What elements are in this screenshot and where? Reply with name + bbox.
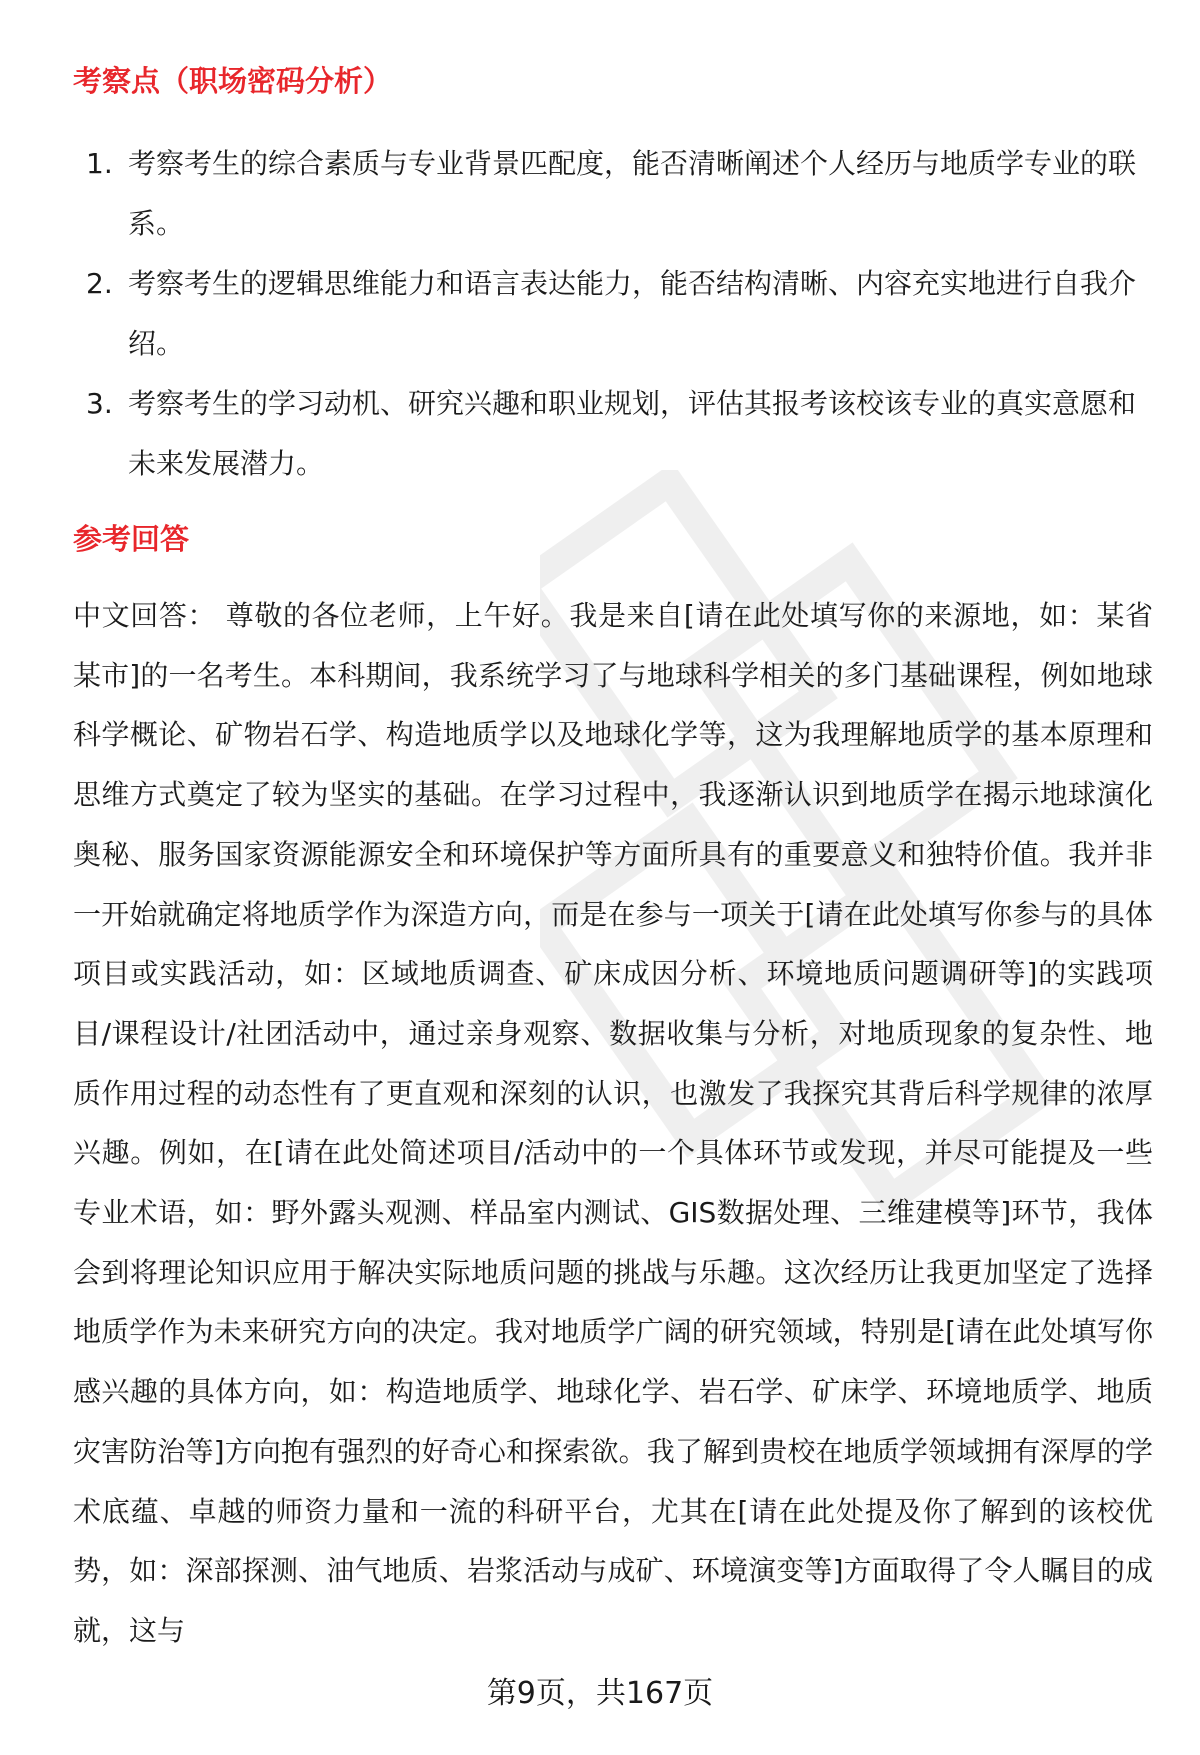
focus-points-list [80, 134, 1140, 494]
list-item-number: 3. [86, 387, 113, 420]
page-number-footer: 第9页，共167页 [486, 1676, 714, 1711]
list-item [80, 254, 1140, 374]
reference-answer-heading: 参考回答 [73, 522, 190, 556]
focus-points-heading: 考察点（职场密码分析） [73, 64, 393, 98]
list-item-text: 考察考生的学习动机、研究兴趣和职业规划，评估其报考该校该专业的真实意愿和未来发展潜力。 [128, 387, 1137, 480]
list-item-text: 考察考生的逻辑思维能力和语言表达能力，能否结构清晰、内容充实地进行自我介绍。 [128, 267, 1137, 360]
answer-paragraph: 中文回答： 尊敬的各位老师，上午好。我是来自[请在此处填写你的来源地，如：某省某市]的一名考生。本科期间，我系统学习了与地球科学相关的多门基础课程，例如地球科学概论、矿物岩石学、构造地质学以及地球化学等，这为我理解地质学的基本原理和思维方式奠定了较为坚实的基础。在学习过程中，我逐渐认识到地质学在揭示地球演化奥秘、服务国家资源能源安全和环境保护等方面所具有的重要意义和独特价值。我并非一开始就确定将地质学作为深造方向，而是在参与一项关于[请在此处填写你参与的具体项目或实践活动，如：区域地质调查、矿床成因分析、环境地质问题调研等]的实践项目/课程设计/社团活动中，通过亲身观察、数据收集与分析，对地质现象的复杂性、地质作用过程的动态性有了更直观和深刻的认识，也激发了我探究其背后科学规律的浓厚兴趣。例如，在[请在此处简述项目/活动中的一个具体环节或发现，并尽可能提及一些专业术语，如：野外露头观测、样品室内测试、GIS数据处理、三维建模等]环节，我体会到将理论知识应用于解决实际地质问题的挑战与乐趣。这次经历让我更加坚定了选择地质学作为未来研究方向的决定。我对地质学广阔的研究领域，特别是[请在此处填写你感兴趣的具体方向，如：构造地质学、地球化学、岩石学、矿床学、环境地质学、地质灾害防治等]方向抱有强烈的好奇心和探索欲。我了解到贵校在地质学领域拥有深厚的学术底蕴、卓越的师资力量和一流的科研平台，尤其在[请在此处提及你了解到的该校优势，如：深部探测、油气地质、岩浆活动与成矿、环境演变等]方面取得了令人瞩目的成就，这与 [73, 599, 1153, 1647]
list-item-number: 2. [86, 267, 113, 300]
list-item [80, 374, 1140, 494]
list-item-text: 考察考生的综合素质与专业背景匹配度，能否清晰阐述个人经历与地质学专业的联系。 [128, 147, 1137, 240]
list-item [80, 134, 1140, 254]
list-item-number: 1. [86, 147, 113, 180]
